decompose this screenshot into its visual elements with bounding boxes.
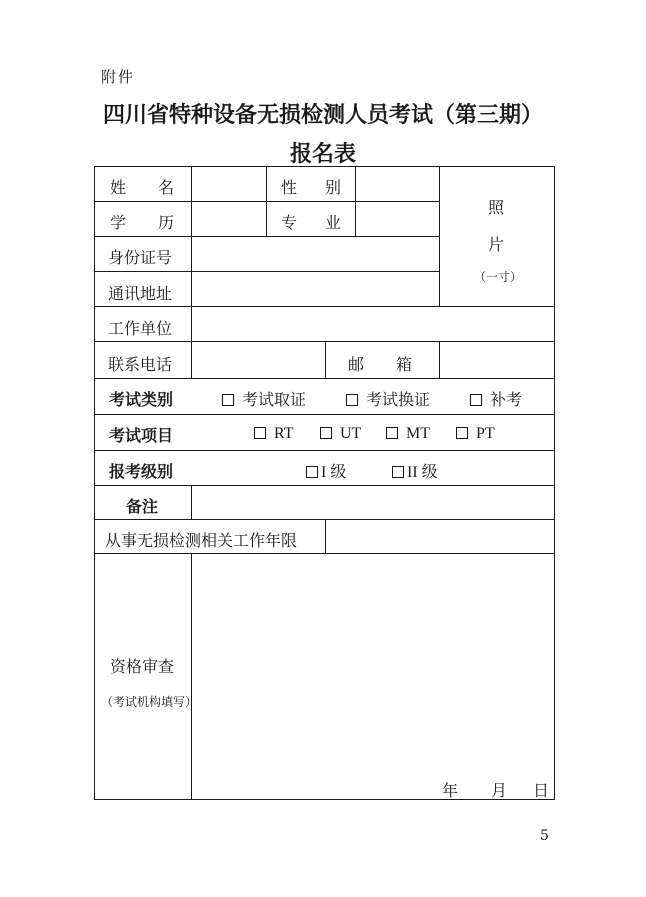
exam-category-option-renew[interactable]: 考试换证 <box>346 387 430 410</box>
exam-item-pt[interactable]: PT <box>456 423 495 443</box>
employer-label: 工作单位 <box>108 319 173 338</box>
level-option-2[interactable]: II 级 <box>392 459 438 482</box>
exam-item-ut[interactable]: UT <box>320 423 361 443</box>
checkbox-icon <box>386 427 398 439</box>
photo-label-1: 照 <box>488 198 505 217</box>
name-label: 姓 名 <box>110 178 174 197</box>
remarks-label: 备注 <box>126 497 159 516</box>
checkbox-icon <box>392 466 404 478</box>
years-label: 从事无损检测相关工作年限 <box>105 531 298 550</box>
checkbox-icon <box>456 427 468 439</box>
attachment-label: 附件 <box>101 68 136 86</box>
postcode-label: 邮 箱 <box>348 355 412 374</box>
gender-label: 性 别 <box>281 178 341 197</box>
education-label: 学 历 <box>110 213 174 232</box>
checkbox-icon <box>346 394 358 406</box>
date-year: 年 <box>442 781 459 800</box>
photo-size-note: （一寸） <box>474 270 523 284</box>
id-number-label: 身份证号 <box>108 248 173 267</box>
level-option-1[interactable]: I 级 <box>306 459 346 482</box>
photo-label-2: 片 <box>488 235 505 254</box>
checkbox-icon <box>222 394 234 406</box>
checkbox-icon <box>306 466 318 478</box>
exam-items-label: 考试项目 <box>109 426 174 445</box>
qualification-review-label: 资格审查 <box>110 657 175 676</box>
form-subtitle: 报名表 <box>289 141 356 167</box>
exam-item-mt[interactable]: MT <box>386 423 430 443</box>
checkbox-icon <box>470 394 482 406</box>
level-label: 报考级别 <box>109 462 174 481</box>
exam-category-label: 考试类别 <box>109 390 174 409</box>
date-month: 月 <box>491 781 508 800</box>
checkbox-icon <box>320 427 332 439</box>
date-day: 日 <box>533 781 550 800</box>
phone-label: 联系电话 <box>108 355 173 374</box>
form-title: 四川省特种设备无损检测人员考试（第三期） <box>102 102 543 128</box>
review-note: （考试机构填写） <box>101 695 198 709</box>
major-label: 专 业 <box>281 213 341 232</box>
exam-item-rt[interactable]: RT <box>254 423 293 443</box>
checkbox-icon <box>254 427 266 439</box>
exam-category-option-new[interactable]: 考试取证 <box>222 387 306 410</box>
page-number: 5 <box>540 828 549 844</box>
exam-category-option-retake[interactable]: 补考 <box>470 387 522 410</box>
address-label: 通讯地址 <box>108 284 173 303</box>
